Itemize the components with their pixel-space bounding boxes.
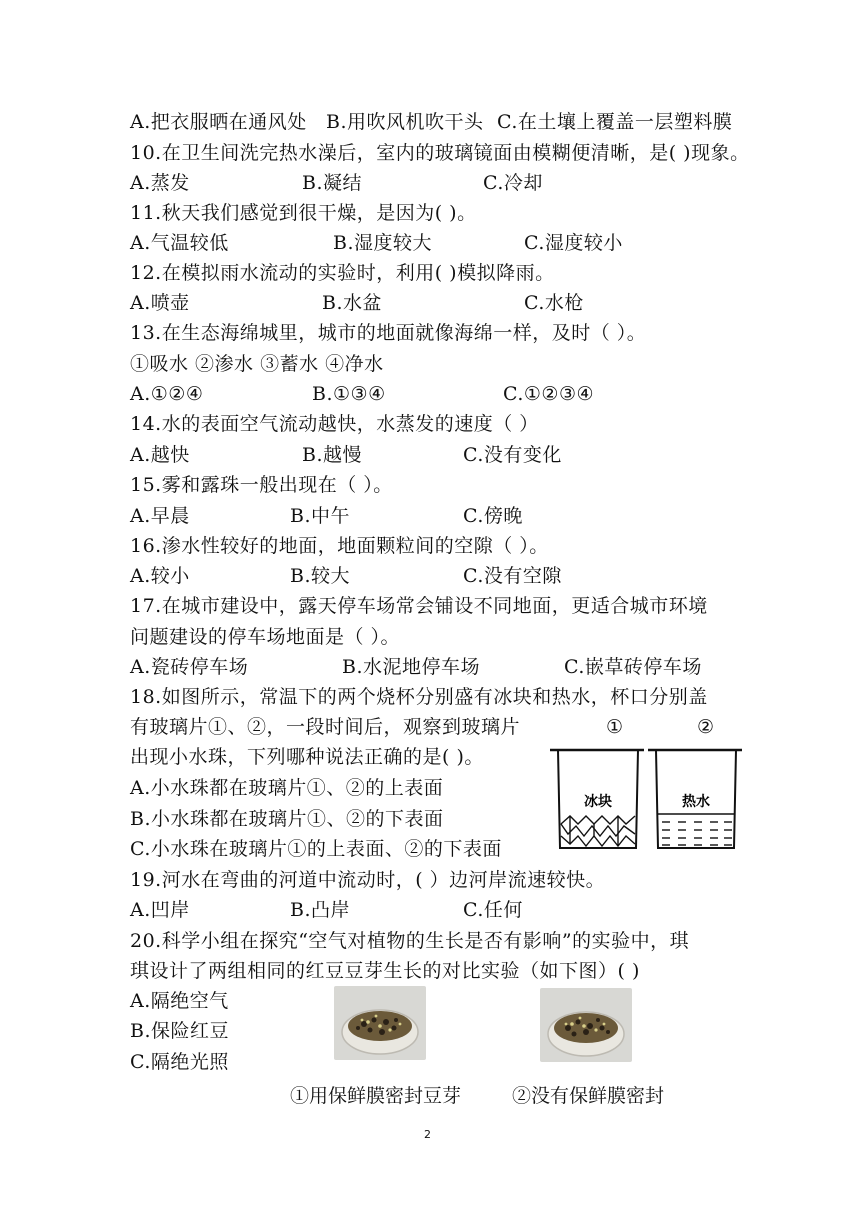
q17-option-a: A.瓷砖停车场 (130, 656, 249, 678)
q11-option-a: A.气温较低 (130, 232, 229, 254)
q15-option-b: B.中午 (290, 505, 351, 527)
q17-stem-line2: 问题建设的停车场地面是（ ）。 (130, 626, 401, 648)
q10-option-b: B.凝结 (302, 172, 363, 194)
q9-option-a: A.把衣服晒在通风处 (130, 111, 307, 133)
q18-beaker-figure (548, 744, 744, 854)
sprouts-photo-unsealed (540, 988, 632, 1062)
page-number: 2 (424, 1128, 431, 1141)
q13-option-a: A.①②④ (130, 383, 204, 405)
q14-option-a: A.越快 (130, 444, 190, 466)
beaker-ice-label: 冰块 (584, 794, 612, 810)
q18-option-b: B.小水珠都在玻璃片①、②的下表面 (130, 808, 444, 830)
q18-option-a: A.小水珠都在玻璃片①、②的上表面 (130, 777, 444, 799)
q19-stem: 19.河水在弯曲的河道中流动时，( ）边河岸流速较快。 (130, 869, 606, 891)
q18-glass-label-1: ① (606, 716, 624, 738)
q20-stem-line1: 20.科学小组在探究“空气对植物的生长是否有影响”的实验中，琪 (130, 930, 690, 952)
q10-option-c: C.冷却 (483, 172, 543, 194)
q16-option-c: C.没有空隙 (463, 565, 562, 587)
q18-glass-label-2: ② (697, 716, 715, 738)
q17-option-b: B.水泥地停车场 (342, 656, 481, 678)
q18-stem-line2: 有玻璃片①、②，一段时间后，观察到玻璃片 (130, 716, 521, 738)
q20-option-a: A.隔绝空气 (130, 990, 229, 1012)
q16-option-a: A.较小 (130, 565, 190, 587)
q11-option-b: B.湿度较大 (333, 232, 433, 254)
q12-option-b: B.水盆 (322, 292, 383, 314)
q18-stem-line1: 18.如图所示，常温下的两个烧杯分别盛有冰块和热水，杯口分别盖 (130, 686, 708, 708)
q14-option-c: C.没有变化 (463, 444, 562, 466)
photo-caption-sealed: ①用保鲜膜密封豆芽 (290, 1085, 462, 1107)
q12-option-a: A.喷壶 (130, 292, 190, 314)
q10-stem: 10.在卫生间洗完热水澡后，室内的玻璃镜面由模糊便清晰，是( )现象。 (130, 142, 750, 164)
photo-caption-unsealed: ②没有保鲜膜密封 (512, 1085, 665, 1107)
q20-option-c: C.隔绝光照 (130, 1051, 229, 1073)
q13-items: ①吸水 ②渗水 ③蓄水 ④净水 (130, 353, 384, 375)
q14-stem: 14.水的表面空气流动越快，水蒸发的速度（ ） (130, 413, 539, 435)
q11-stem: 11.秋天我们感觉到很干燥，是因为( )。 (130, 202, 477, 224)
q19-option-c: C.任何 (463, 899, 523, 921)
q18-option-c: C.小水珠在玻璃片①的上表面、②的下表面 (130, 838, 502, 860)
q14-option-b: B.越慢 (302, 444, 363, 466)
q15-stem: 15.雾和露珠一般出现在（ ）。 (130, 474, 393, 496)
q9-option-b: B.用吹风机吹干头 (326, 111, 484, 133)
q10-option-a: A.蒸发 (130, 172, 190, 194)
q12-stem: 12.在模拟雨水流动的实验时，利用( )模拟降雨。 (130, 262, 555, 284)
q19-option-b: B.凸岸 (290, 899, 351, 921)
q20-option-b: B.保险红豆 (130, 1020, 230, 1042)
q13-stem: 13.在生态海绵城里，城市的地面就像海绵一样，及时（ ）。 (130, 322, 647, 344)
q15-option-a: A.早晨 (130, 505, 190, 527)
sprouts-photo-sealed (334, 986, 426, 1060)
q16-stem: 16.渗水性较好的地面，地面颗粒间的空隙（ ）。 (130, 535, 549, 557)
q17-option-c: C.嵌草砖停车场 (564, 656, 702, 678)
q20-stem-line2: 琪设计了两组相同的红豆豆芽生长的对比实验（如下图）( ) (130, 960, 640, 982)
q18-stem-line3: 出现小水珠，下列哪种说法正确的是( )。 (130, 746, 484, 768)
q9-option-c: C.在土壤上覆盖一层塑料膜 (497, 111, 733, 133)
q11-option-c: C.湿度较小 (524, 232, 623, 254)
q16-option-b: B.较大 (290, 565, 351, 587)
q12-option-c: C.水枪 (524, 292, 584, 314)
q15-option-c: C.傍晚 (463, 505, 523, 527)
q13-option-c: C.①②③④ (503, 383, 595, 405)
beaker-hot-water-label: 热水 (682, 794, 710, 810)
q19-option-a: A.凹岸 (130, 899, 190, 921)
q13-option-b: B.①③④ (312, 383, 386, 405)
q17-stem-line1: 17.在城市建设中，露天停车场常会铺设不同地面，更适合城市环境 (130, 595, 708, 617)
